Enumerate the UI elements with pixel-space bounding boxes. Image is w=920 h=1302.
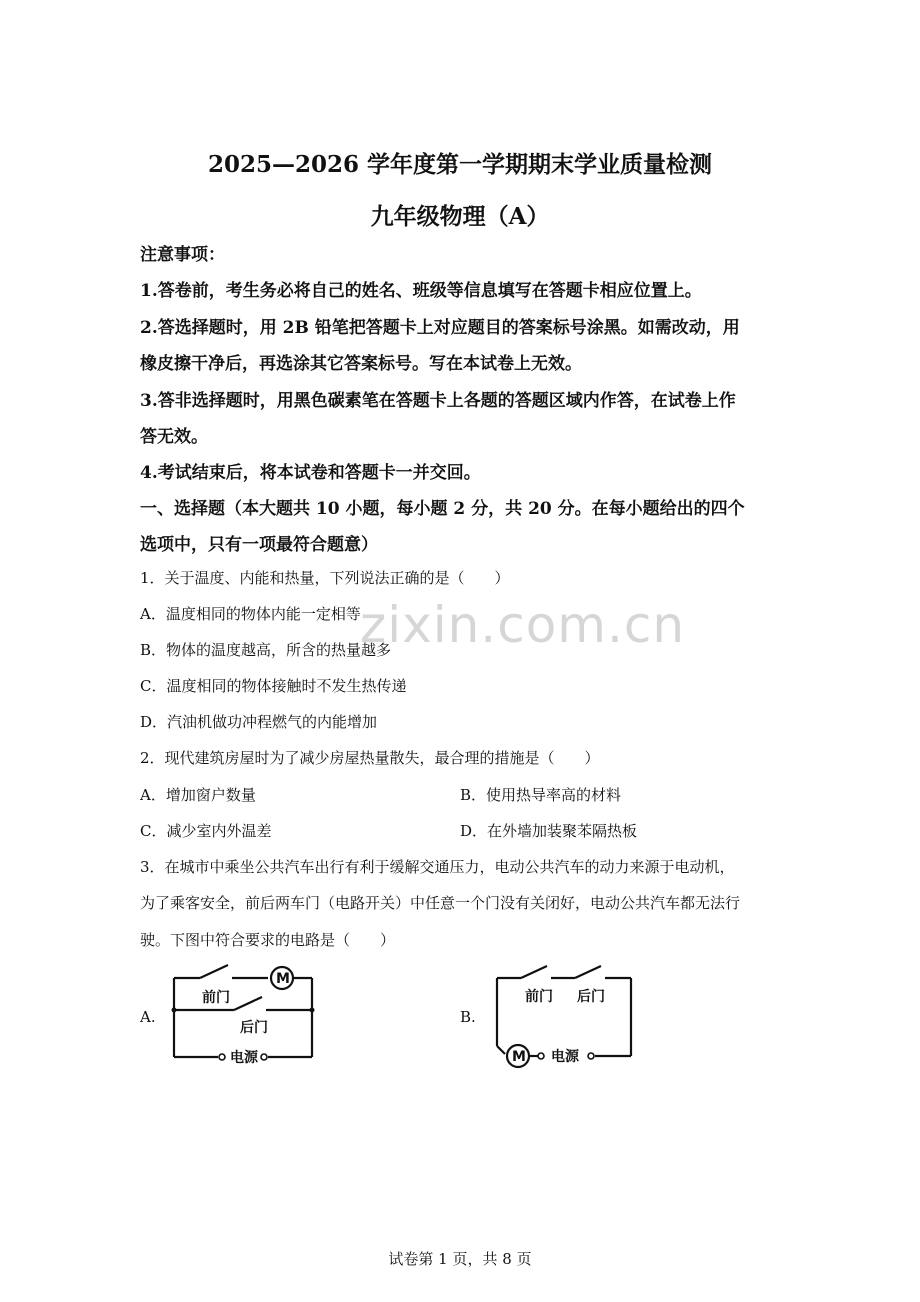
question-2-option-c: C．减少室内外温差 (140, 822, 272, 840)
exam-subtitle: 九年级物理（A） (370, 203, 550, 230)
question-2-option-d: D．在外墙加装聚苯隔热板 (460, 822, 638, 840)
motor-label: M (276, 971, 290, 987)
front-door-label: 前门 (202, 990, 230, 1006)
rear-door-label: 后门 (240, 1020, 268, 1036)
front-door-label: 前门 (525, 989, 553, 1005)
notice-line: 2.答选择题时，用 2B 铅笔把答题卡上对应题目的答案标号涂黑。如需改动，用 (140, 318, 740, 338)
question-2-option-b: B．使用热导率高的材料 (460, 786, 622, 804)
question-3-stem: 3．在城市中乘坐公共汽车出行有利于缓解交通压力，电动公共汽车的动力来源于电动机， (140, 858, 735, 876)
question-3-option-b-label: B. (460, 1008, 476, 1026)
power-source-label: 电源 (551, 1049, 579, 1065)
notice-line: 1.答卷前，考生务必将自己的姓名、班级等信息填写在答题卡相应位置上。 (140, 281, 702, 301)
question-2-option-a: A．增加窗户数量 (140, 786, 256, 804)
question-1-option-b: B．物体的温度越高，所含的热量越多 (140, 641, 392, 659)
question-3-option-a-label: A. (140, 1008, 156, 1026)
exam-title: 2025—2026 学年度第一学期期末学业质量检测 (207, 151, 713, 178)
notice-heading: 注意事项： (140, 245, 225, 265)
notice-line: 答无效。 (140, 427, 208, 447)
circuit-diagram-a (160, 960, 330, 1070)
question-1-option-c: C．温度相同的物体接触时不发生热传递 (140, 677, 407, 695)
question-1-stem: 1．关于温度、内能和热量，下列说法正确的是（ ） (140, 569, 510, 587)
circuit-diagram-b (487, 960, 639, 1072)
notice-line: 3.答非选择题时，用黑色碳素笔在答题卡上各题的答题区域内作答，在试卷上作 (140, 391, 736, 411)
section-heading: 选项中，只有一项最符合题意） (140, 535, 378, 555)
rear-door-label: 后门 (577, 989, 605, 1005)
notice-line: 橡皮擦干净后，再选涂其它答案标号。写在本试卷上无效。 (140, 354, 582, 374)
page-footer: 试卷第 1 页，共 8 页 (388, 1250, 532, 1268)
power-source-label: 电源 (230, 1050, 258, 1066)
watermark-text: zixin.com.cn (360, 596, 686, 654)
question-1-option-d: D．汽油机做功冲程燃气的内能增加 (140, 713, 378, 731)
question-3-stem: 驶。下图中符合要求的电路是（ ） (140, 931, 396, 949)
question-1-option-a: A．温度相同的物体内能一定相等 (140, 605, 361, 623)
section-heading: 一、选择题（本大题共 10 小题，每小题 2 分，共 20 分。在每小题给出的四个 (140, 499, 745, 519)
question-2-stem: 2．现代建筑房屋时为了减少房屋热量散失，最合理的措施是（ ） (140, 749, 600, 767)
notice-line: 4.考试结束后，将本试卷和答题卡一并交回。 (140, 463, 481, 483)
question-3-stem: 为了乘客安全，前后两车门（电路开关）中任意一个门没有关闭好，电动公共汽车都无法行 (140, 894, 741, 912)
motor-label: M (512, 1049, 526, 1065)
